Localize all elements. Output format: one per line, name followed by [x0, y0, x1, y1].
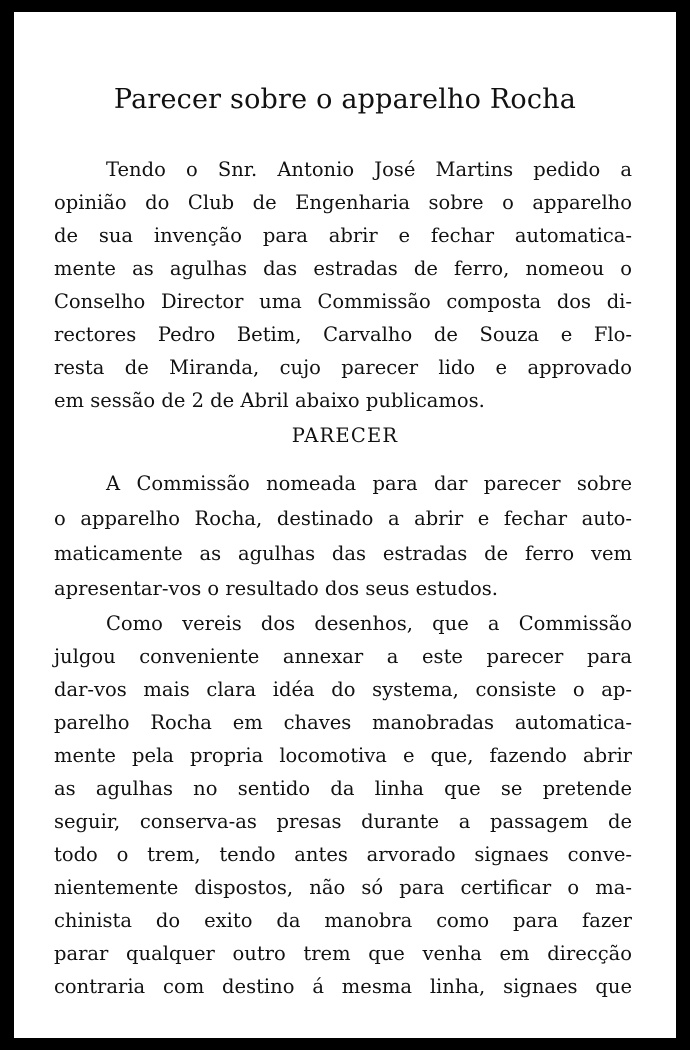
intro-line: Tendo o Snr. Antonio José Martins pedido a — [106, 158, 632, 181]
paragraph-line: parar qualquer outro trem que venha em direcção — [54, 942, 632, 965]
intro-line: mente as agulhas das estradas de ferro, nomeou o — [54, 257, 632, 280]
intro-line: de sua invenção para abrir e fechar automatica- — [54, 224, 632, 247]
section-heading: PARECER — [291, 424, 399, 447]
paragraph-line: o apparelho Rocha, destinado a abrir e fechar auto- — [54, 507, 632, 530]
document-title: Parecer sobre o apparelho Rocha — [113, 84, 577, 115]
document-page — [14, 12, 676, 1038]
paragraph-line: contraria com destino á mesma linha, signaes que — [54, 975, 632, 998]
intro-line: rectores Pedro Betim, Carvalho de Souza e Flo- — [54, 323, 632, 346]
paragraph-line: nientemente dispostos, não só para certificar o ma- — [54, 876, 632, 899]
intro-line: resta de Miranda, cujo parecer lido e approvado — [54, 356, 632, 379]
paragraph-line: dar-vos mais clara idéa do systema, consiste o ap- — [54, 678, 632, 701]
intro-line: Conselho Director uma Commissão composta dos di- — [54, 290, 632, 313]
intro-line: opinião do Club de Engenharia sobre o apparelho — [54, 191, 632, 214]
paragraph-line: mente pela propria locomotiva e que, fazendo abrir — [54, 744, 632, 767]
paragraph-line: apresentar-vos o resultado dos seus estudos. — [54, 577, 499, 600]
paragraph-line: seguir, conserva-as presas durante a passagem de — [54, 810, 632, 833]
paragraph-line: julgou conveniente annexar a este parecer para — [54, 645, 632, 668]
intro-line: em sessão de 2 de Abril abaixo publicamos. — [54, 389, 485, 412]
paragraph-line: todo o trem, tendo antes arvorado signaes conve- — [54, 843, 632, 866]
paragraph-line: Como vereis dos desenhos, que a Commissão — [106, 612, 632, 635]
paragraph-line: parelho Rocha em chaves manobradas automatica- — [54, 711, 632, 734]
paragraph-line: maticamente as agulhas das estradas de ferro vem — [54, 542, 632, 565]
paragraph-line: chinista do exito da manobra como para fazer — [54, 909, 632, 932]
paragraph-line: A Commissão nomeada para dar parecer sobre — [106, 472, 632, 495]
paragraph-line: as agulhas no sentido da linha que se pretende — [54, 777, 632, 800]
